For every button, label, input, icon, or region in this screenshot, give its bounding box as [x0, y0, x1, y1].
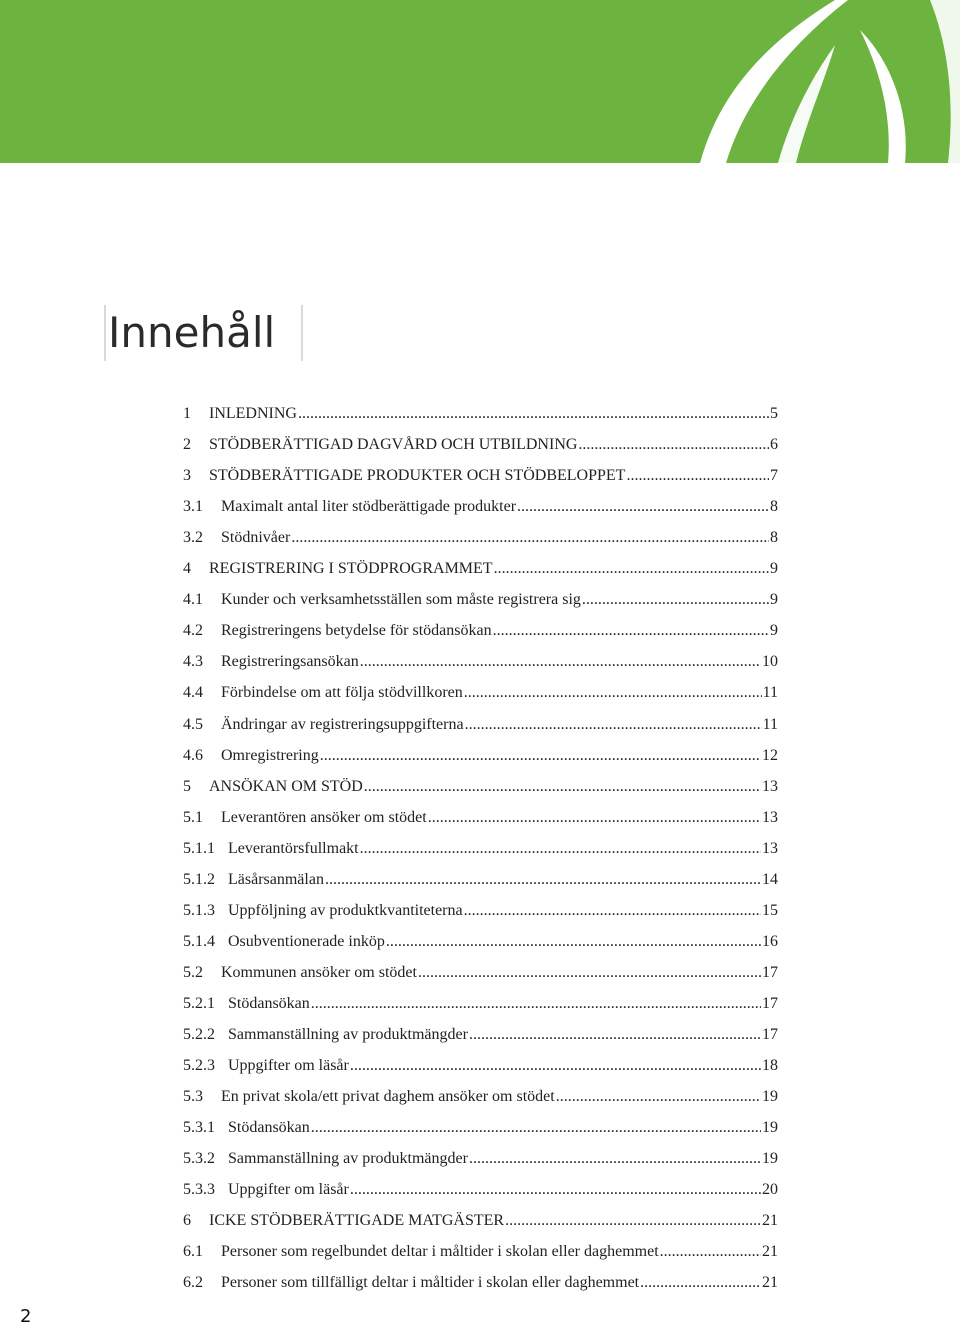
toc-leader-dots — [660, 1240, 761, 1264]
toc-entry-number: 5.3 — [183, 1088, 203, 1106]
toc-entry[interactable] — [183, 619, 778, 643]
toc-entry-number: 4.5 — [183, 715, 203, 733]
toc-entry-number: 5.2.1 — [183, 994, 215, 1012]
toc-entry[interactable] — [183, 775, 778, 799]
toc-entry[interactable] — [183, 1085, 778, 1109]
toc-entry-number: 3 — [183, 467, 191, 485]
toc-leader-dots — [311, 992, 761, 1016]
toc-entry-number: 6.1 — [183, 1243, 203, 1261]
toc-entry-page: 17 — [762, 963, 778, 981]
toc-entry-page: 12 — [762, 746, 778, 764]
toc-entry-page: 7 — [770, 467, 778, 485]
toc-leader-dots — [517, 495, 769, 519]
toc-entry[interactable] — [183, 1023, 778, 1047]
toc-entry-title: Sammanställning av produktmängder — [228, 1026, 468, 1043]
toc-entry-number: 5.1.3 — [183, 901, 215, 919]
toc-entry-number: 5.3.2 — [183, 1150, 215, 1168]
toc-entry-number: 4 — [183, 560, 191, 578]
toc-leader-dots — [360, 837, 761, 861]
toc-entry-number: 5.3.1 — [183, 1119, 215, 1137]
toc-entry-page: 16 — [762, 932, 778, 950]
toc-entry-title: Personer som tillfälligt deltar i måltider i skolan eller daghemmet — [221, 1274, 640, 1292]
toc-leader-dots — [464, 681, 762, 705]
toc-leader-dots — [418, 961, 761, 985]
toc-leader-dots — [465, 713, 762, 737]
toc-entry[interactable] — [183, 1116, 778, 1140]
toc-entry[interactable] — [183, 464, 778, 488]
toc-leader-dots — [360, 650, 761, 674]
toc-entry[interactable] — [183, 1147, 778, 1171]
toc-entry-title: STÖDBERÄTTIGAD DAGVÅRD OCH UTBILDNING — [209, 436, 578, 454]
toc-leader-dots — [350, 1054, 761, 1078]
toc-entry-page: 17 — [762, 1026, 778, 1043]
toc-entry-title: Maximalt antal liter stödberättigade produkter — [221, 498, 517, 516]
toc-entry-number: 6 — [183, 1212, 191, 1230]
toc-entry[interactable] — [183, 588, 778, 612]
toc-leader-dots — [386, 930, 761, 954]
toc-entry[interactable] — [183, 681, 778, 705]
toc-entry-title: En privat skola/ett privat daghem ansöker om stödet — [221, 1088, 555, 1106]
toc-leader-dots — [469, 1023, 761, 1047]
toc-entry-title: Stödnivåer — [221, 529, 291, 547]
toc-entry[interactable] — [183, 837, 778, 861]
toc-entry[interactable] — [183, 744, 778, 768]
toc-entry-number: 4.3 — [183, 653, 203, 671]
toc-entry-page: 8 — [770, 529, 778, 547]
toc-leader-dots — [582, 588, 769, 612]
toc-leader-dots — [494, 557, 769, 581]
toc-leader-dots — [350, 1178, 761, 1202]
toc-entry-page: 14 — [762, 870, 778, 888]
toc-leader-dots — [364, 775, 761, 799]
toc-entry-number: 5.2.2 — [183, 1026, 215, 1043]
toc-entry[interactable] — [183, 402, 778, 426]
toc-leader-dots — [311, 1116, 761, 1140]
toc-leader-dots — [578, 433, 769, 457]
toc-entry[interactable] — [183, 868, 778, 892]
toc-leader-dots — [493, 619, 769, 643]
toc-entry-page: 11 — [762, 684, 778, 702]
toc-entry[interactable] — [183, 557, 778, 581]
toc-leader-dots — [505, 1209, 761, 1233]
toc-entry-number: 1 — [183, 405, 191, 422]
toc-entry[interactable] — [183, 526, 778, 550]
toc-entry[interactable] — [183, 930, 778, 954]
toc-entry[interactable] — [183, 650, 778, 674]
toc-entry-number: 4.4 — [183, 684, 203, 702]
toc-entry-page: 6 — [770, 436, 778, 454]
toc-leader-dots — [428, 806, 761, 830]
toc-entry-title: Stödansökan — [228, 994, 310, 1012]
toc-entry-title: Läsårsanmälan — [228, 870, 324, 888]
toc-entry-page: 13 — [762, 777, 778, 795]
toc-entry-title: Uppföljning av produktkvantiteterna — [228, 901, 463, 919]
toc-entry-number: 5.1 — [183, 808, 203, 826]
toc-entry-page: 13 — [762, 839, 778, 857]
toc-entry-title: Registreringens betydelse för stödansökan — [221, 622, 492, 640]
toc-entry[interactable] — [183, 433, 778, 457]
toc-entry-number: 5 — [183, 777, 191, 795]
toc-entry-title: Registreringsansökan — [221, 653, 359, 671]
toc-entry-page: 9 — [770, 560, 778, 578]
toc-entry-number: 5.1.1 — [183, 839, 215, 857]
toc-entry-title: Uppgifter om läsår — [228, 1057, 349, 1075]
toc-entry[interactable] — [183, 1209, 778, 1233]
toc-entry-number: 5.1.2 — [183, 870, 215, 888]
toc-leader-dots — [469, 1147, 761, 1171]
toc-entry-page: 20 — [762, 1181, 778, 1199]
toc-leader-dots — [464, 899, 761, 923]
toc-entry-number: 3.2 — [183, 529, 203, 547]
toc-leader-dots — [325, 868, 761, 892]
toc-entry-page: 18 — [762, 1057, 778, 1075]
toc-entry-number: 5.2.3 — [183, 1057, 215, 1075]
toc-entry-number: 5.1.4 — [183, 932, 215, 950]
toc-entry[interactable] — [183, 961, 778, 985]
toc-entry[interactable] — [183, 899, 778, 923]
toc-entry-page: 15 — [762, 901, 778, 919]
toc-entry[interactable] — [183, 495, 778, 519]
toc-entry-page: 9 — [770, 591, 778, 609]
page-number: 2 — [20, 1306, 32, 1327]
toc-leader-dots — [640, 1271, 761, 1295]
toc-leader-dots — [556, 1085, 761, 1109]
toc-entry-title: Leverantörsfullmakt — [228, 839, 359, 857]
toc-entry[interactable] — [183, 1271, 778, 1295]
toc-entry-number: 5.2 — [183, 963, 203, 981]
toc-entry-title: ICKE STÖDBERÄTTIGADE MATGÄSTER — [209, 1212, 505, 1230]
toc-entry-title: Leverantören ansöker om stödet — [221, 808, 427, 826]
toc-entry[interactable] — [183, 992, 778, 1016]
toc-entry-title: Kunder och verksamhetsställen som måste registrera sig — [221, 591, 581, 609]
toc-entry-page: 17 — [762, 994, 778, 1012]
toc-entry-title: ANSÖKAN OM STÖD — [209, 777, 363, 795]
toc-entry-title: Stödansökan — [228, 1119, 310, 1137]
toc-entry-title: Förbindelse om att följa stödvillkoren — [221, 684, 463, 702]
toc-entry-number: 6.2 — [183, 1274, 203, 1292]
toc-entry-title: Kommunen ansöker om stödet — [221, 963, 417, 981]
toc-entry-title: REGISTRERING I STÖDPROGRAMMET — [209, 560, 493, 578]
toc-entry[interactable] — [183, 1054, 778, 1078]
toc-entry-page: 19 — [762, 1088, 778, 1106]
toc-entry-title: Sammanställning av produktmängder — [228, 1150, 468, 1168]
toc-entry-title: Osubventionerade inköp — [228, 932, 385, 950]
toc-entry-page: 11 — [762, 715, 778, 733]
toc-entry-page: 21 — [762, 1274, 778, 1292]
toc-entry-page: 19 — [762, 1119, 778, 1137]
toc-entry-number: 2 — [183, 436, 191, 454]
toc-entry-title: INLEDNING — [209, 405, 297, 422]
toc-entry[interactable] — [183, 806, 778, 830]
toc-entry-title: Ändringar av registreringsuppgifterna — [221, 715, 464, 733]
toc-entry-title: STÖDBERÄTTIGADE PRODUKTER OCH STÖDBELOPPET — [209, 467, 626, 485]
toc-entry[interactable] — [183, 1178, 778, 1202]
toc-entry-number: 4.1 — [183, 591, 203, 609]
toc-leader-dots — [320, 744, 761, 768]
toc-entry-number: 3.1 — [183, 498, 203, 516]
toc-entry-number: 4.6 — [183, 746, 203, 764]
toc-entry-page: 21 — [762, 1243, 778, 1261]
toc-entry[interactable] — [183, 713, 778, 737]
toc-entry-page: 13 — [762, 808, 778, 826]
toc-entry-page: 8 — [770, 498, 778, 516]
toc-entry[interactable] — [183, 1240, 778, 1264]
toc-leader-dots — [298, 402, 769, 426]
page-title: Innehåll — [108, 308, 276, 357]
toc-entry-title: Personer som regelbundet deltar i måltider i skolan eller daghemmet — [221, 1243, 659, 1261]
toc-entry-number: 5.3.3 — [183, 1181, 215, 1199]
toc-entry-page: 5 — [770, 405, 778, 422]
toc-entry-number: 4.2 — [183, 622, 203, 640]
toc-entry-page: 9 — [770, 622, 778, 640]
toc-entry-title: Omregistrering — [221, 746, 319, 764]
toc-entry-title: Uppgifter om läsår — [228, 1181, 349, 1199]
toc-entry-page: 21 — [762, 1212, 778, 1230]
toc-leader-dots — [626, 464, 769, 488]
toc-leader-dots — [291, 526, 769, 550]
toc-entry-page: 10 — [762, 653, 778, 671]
toc-entry-page: 19 — [762, 1150, 778, 1168]
